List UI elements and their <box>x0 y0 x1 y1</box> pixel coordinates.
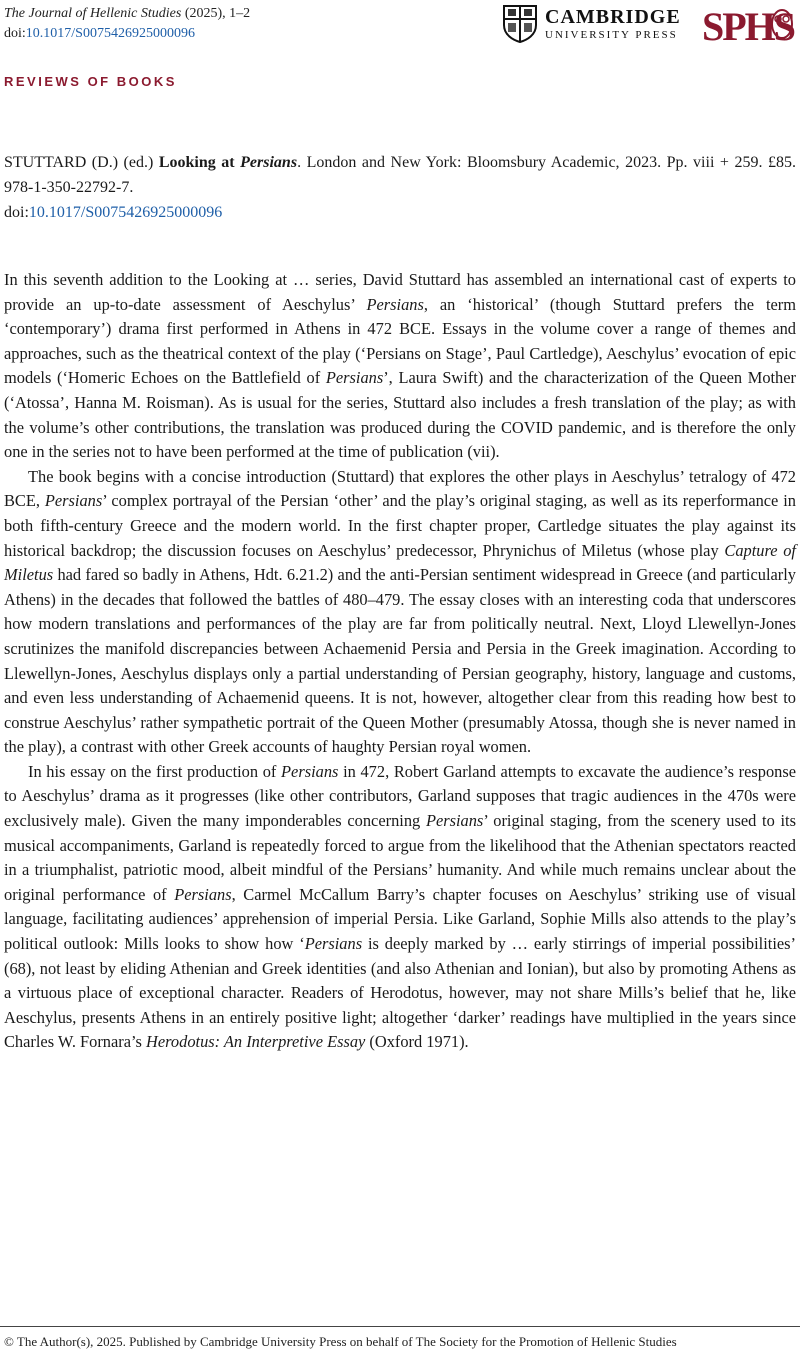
citation-doi-line <box>4 200 222 225</box>
book-details: . London and New York: Bloomsbury Academic, 2023. Pp. viii + 259. £85. 978-1-350-22792-7. <box>4 154 796 196</box>
book-author: STUTTARD (D.) (ed.) <box>4 154 154 171</box>
text-run: (Oxford 1971). <box>365 1032 469 1052</box>
header-doi-line <box>4 24 195 44</box>
citation-doi-prefix: doi: <box>4 204 29 221</box>
italic-run: Persians <box>174 884 232 904</box>
text-run: ’ complex portrayal of the Persian ‘other’ and the play’s original staging, as well as its reperformance in both fifth-century Greece and the modern world. In the first chapter proper, Cartledge situates the play against its historical backdrop; the discussion focuses on Aeschylus’ predecessor, Phrynichus of Miletus (whose play <box>4 491 796 560</box>
text-run: , Carmel McCallum Barry’s chapter focuses on Aeschylus’ striking use of visual language, facilitating audiences’ apprehension of imperial Persia. Like Garland, Sophie Mills also attends to the play’s political outlook: Mills looks to show how ‘ <box>4 884 796 954</box>
text-run: In his essay on the first production of <box>28 761 282 781</box>
journal-issue: (2025), 1–2 <box>184 6 251 21</box>
italic-run: Herodotus: An Interpretive Essay <box>146 1032 366 1052</box>
publisher-name: CAMBRIDGE <box>545 6 681 28</box>
journal-title: The Journal of Hellenic Studies <box>4 6 182 21</box>
cambridge-shield-icon <box>503 5 537 43</box>
copyright-footer: © The Author(s), 2025. Published by Cambridge University Press on behalf of The Society for the Promotion of Hellenic Studies <box>4 1334 677 1349</box>
text-run: ’, Laura Swift) and the characterization of the Queen Mother (‘Atossa’, Hanna M. Roisman). As is usual for the series, Stuttard also includes a fresh translation of the play; as with the volume’s other contributions, the translation was produced during the COVID pandemic, and is therefore the only one in the series not to have been performed at the time of publication (vii). <box>4 368 796 462</box>
text-run: in 472, Robert Garland attempts to excavate the audience’s response to Aeschylus’ drama as it progresses (like other contributors, Garland supposes that tragic audiences in the 470s were exclusively male). Given the many imponderables concerning <box>4 761 796 831</box>
text-run: ’ original staging, from the scenery used to its musical accompaniments, Garland is repeatedly forced to argue from the likelihood that the Athenian spectators reacted in a triumphalist, patriotic mood, albeit mindful of the Persians’ humanity. And while much remains unclear about the original performance of <box>4 811 796 904</box>
paragraph-2 <box>4 465 796 760</box>
text-run: In this seventh addition to the Looking at … series, David Stuttard has assembled an international cast of experts to provide an up-to-date assessment of Aeschylus’ <box>4 270 796 314</box>
italic-run: Persians <box>425 811 484 831</box>
review-body <box>4 268 796 1055</box>
citation-doi-link[interactable]: 10.1017/S0075426925000096 <box>28 204 223 221</box>
header-doi-link[interactable]: 10.1017/S0075426925000096 <box>25 26 195 41</box>
book-citation <box>4 150 796 200</box>
header-doi-prefix: doi: <box>4 26 26 41</box>
sphs-society-logo <box>700 2 798 48</box>
text-run: had fared so badly in Athens, Hdt. 6.21.2) and the anti-Persian sentiment widespread in Greece (and particularly Athens) in the decades that followed the battles of 480–479. The essay closes with an interesting coda that underscores how modern translations and performances of the play are far from politically neutral. Next, Lloyd Llewellyn-Jones scrutinizes the manifold discrepancies between Achaemenid Persia and Persia in the Greek imagination. According to Llewellyn-Jones, Aeschylus displays only a partial understanding of Persian geography, history, language and customs, and even less understanding of Achaemenid queens. It is not, however, altogether clear from this reading how best to construe Aeschylus’ rather sympathetic portrait of the Queen Mother (presumably Atossa, though she is never named in the play), a contrast with other Greek accounts of haughty Persian royal women. <box>4 565 796 757</box>
italic-run: Capture of Miletus <box>4 540 796 585</box>
text-run: The book begins with a concise introduction (Stuttard) that explores the other plays in Aeschylus’ tetralogy of 472 BCE, <box>4 466 796 511</box>
book-title <box>159 154 297 171</box>
paragraph-3 <box>4 760 796 1055</box>
paragraph-1 <box>4 268 796 465</box>
cambridge-university-press-logo <box>503 4 683 44</box>
publisher-subname: UNIVERSITY PRESS <box>545 29 678 41</box>
italic-run: Persians <box>44 491 103 511</box>
text-run: , an ‘historical’ (though Stuttard prefers the term ‘contemporary’) drama first performed in Athens in 472 BCE. Essays in the volume cover a range of themes and approaches, such as the theatrical context of the play (‘Persians on Stage’, Paul Cartledge), Aeschylus’ evocation of epic models (‘Homeric Echoes on the Battlefield of <box>4 294 796 388</box>
book-title-italic: Persians <box>240 154 298 171</box>
book-title-pre: Looking at <box>158 154 235 171</box>
svg-text:SPHS: SPHS <box>702 4 795 48</box>
section-heading: REVIEWS OF BOOKS <box>4 74 177 89</box>
text-run: is deeply marked by … early stirrings of imperial possibilities’ (68), not least by eliding Athenian and Greek identities (and also Athenian and Ionian), but also by promoting Athens as a virtuous place of exceptional character. Readers of Herodotus, however, may not share Mills’s belief that he, like Aeschylus, presents Athens in an entirely positive light; altogether ‘darker’ readings have multiplied in the years since Charles W. Fornara’s <box>4 934 796 1052</box>
footer-divider <box>0 1326 800 1327</box>
journal-citation-line <box>4 4 250 24</box>
italic-run: Persians <box>325 368 384 388</box>
italic-run: Persians <box>304 934 363 954</box>
italic-run: Persians <box>366 294 424 314</box>
italic-run: Persians <box>281 761 339 781</box>
